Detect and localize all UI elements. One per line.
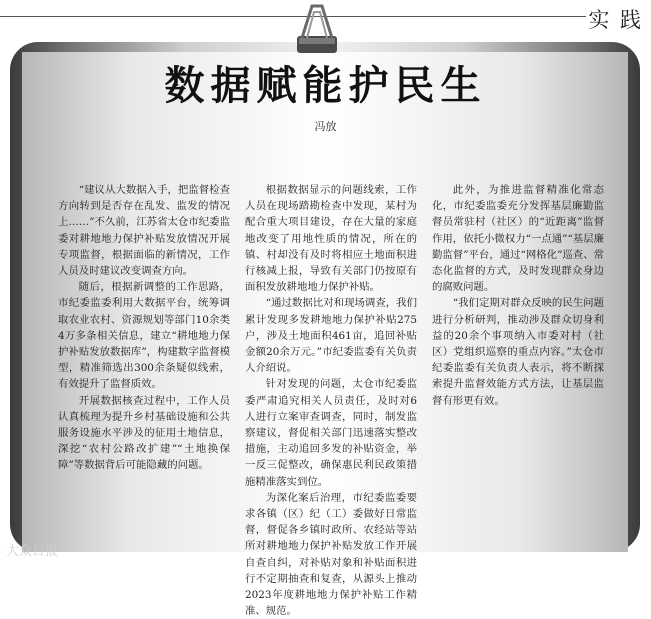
paragraph: 为深化案后治理，市纪委监委要求各镇（区）纪（工）委做好日常监督，督促各乡镇时政所、农经站等站所对耕地地力保护补贴发放工作开展自查自纠，对补贴对象和补贴面积进行不定期抽查和复查，从源头上推动2023年度耕地地力保护补贴工作精准、规范。 bbox=[245, 491, 417, 618]
article-column-2 bbox=[245, 182, 417, 618]
paragraph: 针对发现的问题，太仓市纪委监委严肃追究相关人员责任，及时对6人进行立案审查调查，同时，制发监察建议，督促相关部门迅速落实整改措施，主动追回多发的补贴资金，举一反三促整改，确保惠民利民政策措施精准落实到位。 bbox=[245, 378, 417, 488]
article-column-1 bbox=[58, 182, 230, 532]
paragraph: 开展数据核查过程中，工作人员认真梳理为提升乡村基础设施和公共服务设施水平涉及的征用土地信息，深挖“农村公路改扩建”“土地换保障”等数据背后可能隐藏的问题。 bbox=[58, 394, 230, 472]
source-watermark: 大众日报 bbox=[6, 544, 59, 559]
paragraph: “我们定期对群众反映的民生问题进行分析研判，推动涉及群众切身利益的20余个事项纳入市委对村（社区）党组织巡察的重点内容。”太仓市纪委监委有关负责人表示，将不断探索提升监督效能方式方法，让基层监督有形更有效。 bbox=[432, 297, 604, 407]
paragraph: 随后，根据新调整的工作思路，市纪委监委利用大数据平台，统筹调取农业农村、资源规划等部门10余类4万多条相关信息，建立“耕地地力保护补贴发放数据库”，构建数字监督模型，精准筛选出300余条疑似线索，有效提升了监督质效。 bbox=[58, 281, 230, 391]
paragraph: “建议从大数据入手，把监督检查方向转到是否存在乱发、监发的情况上……”不久前，江苏省太仓市纪委监委对耕地地力保护补贴发放情况开展专项监督，根据面临的新情况，工作人员及时建议改变调查方向。 bbox=[58, 184, 230, 278]
paragraph: “通过数据比对和现场调查，我们累计发现多发耕地地力保护补贴275户，涉及土地面积461亩，追回补贴金额20余万元。”市纪委监委有关负责人介绍说。 bbox=[245, 297, 417, 375]
binder-clip-icon bbox=[288, 2, 346, 56]
section-label: 实 践 bbox=[588, 8, 643, 32]
paragraph: 此外，为推进监督精准化常态化，市纪委监委充分发挥基层廉勤监督员常驻村（社区）的“近距离”监督作用，依托小微权力“一点通”“基层廉勤监督”平台，通过“网格化”巡查、常态化监督的方式，及时发现群众身边的腐败问题。 bbox=[432, 184, 604, 294]
article-title: 数据赋能护民生 bbox=[164, 62, 487, 109]
article-column-3 bbox=[432, 182, 604, 532]
article-author: 冯放 bbox=[314, 120, 337, 133]
paragraph: 根据数据显示的问题线索，工作人员在现场踏勘检查中发现，某村为配合重大项目建设，存在大量的家庭地改变了用地性质的情况，所在的镇、村却没有及时将相应土地面积进行核减上报，导致有关部门仍按原有面积发放耕地地力保护补贴。 bbox=[245, 184, 417, 294]
